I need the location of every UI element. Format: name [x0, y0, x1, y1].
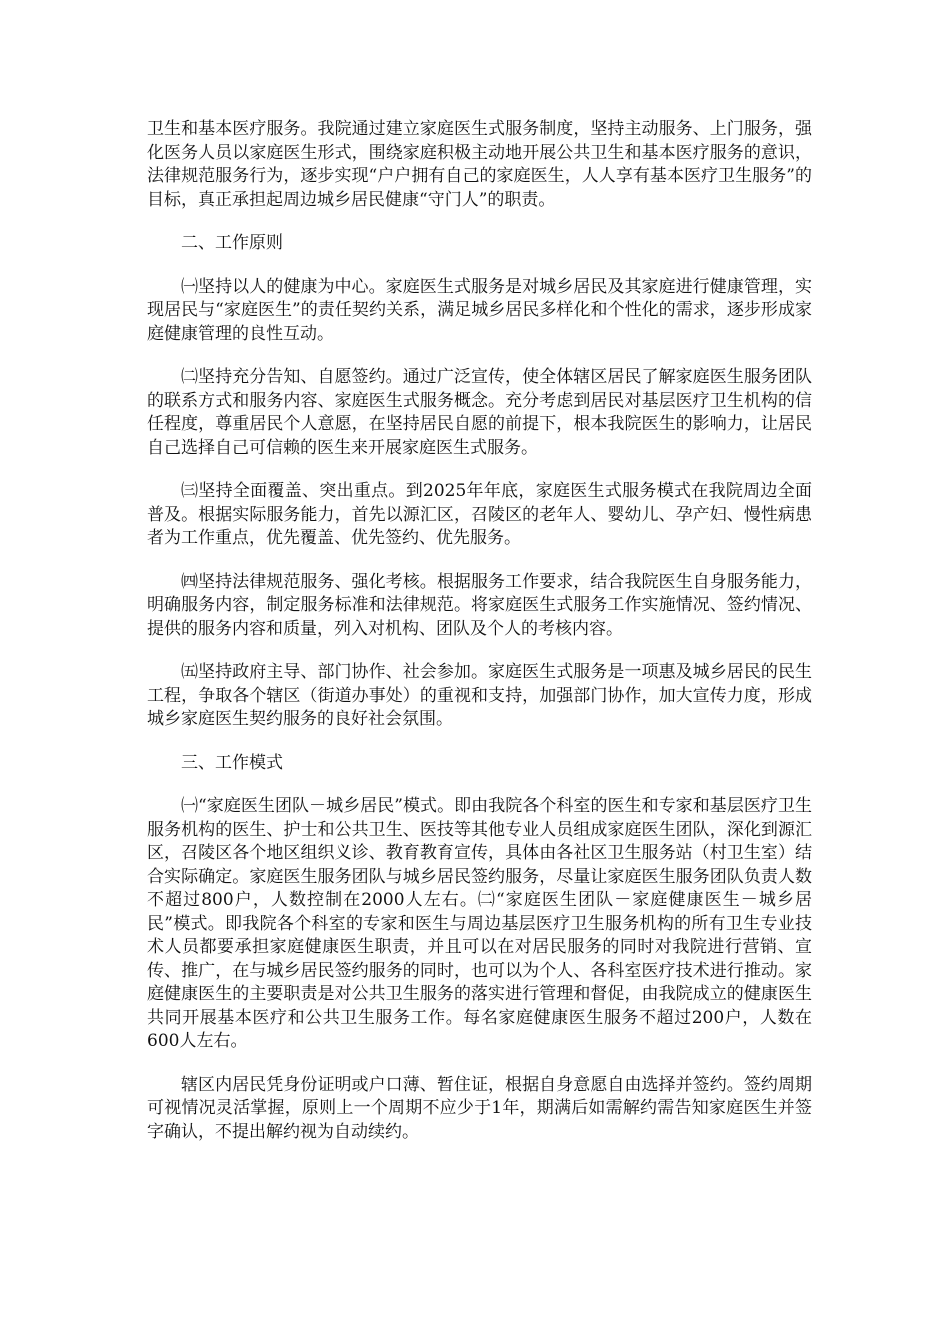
section-heading-work-mode: 三、工作模式 — [181, 752, 283, 773]
paragraph-principle-2: ㈡坚持充分告知、自愿签约。通过广泛宣传，使全体辖区居民了解家庭医生服务团队的联系方式和服务内容、家庭医生式服务概念。充分考虑到居民对基层医疗卫生机构的信任程度，尊重居民个人意愿，在坚持居民自愿的前提下，根本我院医生的影响力，让居民自己选择自己可信赖的医生来开展家庭医生式服务。 — [147, 367, 812, 458]
paragraph-work-mode: ㈠“家庭医生团队－城乡居民”模式。即由我院各个科室的医生和专家和基层医疗卫生服务机构的医生、护士和公共卫生、医技等其他专业人员组成家庭医生团队，深化到源汇区，召陵区各个地区组织义诊、教育教育宣传，具体由各社区卫生服务站（村卫生室）结合实际确定。家庭医生服务团队与城乡居民签约服务，尽量让家庭医生服务团队负责人数不超过800户，人数控制在2000人左右。㈡“家庭医生团队－家庭健康医生－城乡居民”模式。即我院各个科室的专家和医生与周边基层医疗卫生服务机构的所有卫生专业技术人员都要承担家庭健康医生职责，并且可以在对居民服务的同时对我院进行营销、宣传、推广，在与城乡居民签约服务的同时，也可以为个人、各科室医疗技术进行推动。家庭健康医生的主要职责是对公共卫生服务的落实进行管理和督促，由我院成立的健康医生共同开展基本医疗和公共卫生服务工作。每名家庭健康医生服务不超过200户，人数在600人左右。 — [147, 796, 812, 1051]
section-heading-work-principles: 二、工作原则 — [181, 233, 283, 253]
paragraph-principle-1: ㈠坚持以人的健康为中心。家庭医生式服务是对城乡居民及其家庭进行健康管理，实现居民与“家庭医生”的责任契约关系，满足城乡居民多样化和个性化的需求，逐步形成家庭健康管理的良性互动。 — [147, 276, 812, 344]
paragraph-principle-4: ㈣坚持法律规范服务、强化考核。根据服务工作要求，结合我院医生自身服务能力，明确服务内容，制定服务标准和法律规范。将家庭医生式服务工作实施情况、签约情况、提供的服务内容和质量，列入对机构、团队及个人的考核内容。 — [147, 571, 812, 639]
paragraph-principle-5: ㈤坚持政府主导、部门协作、社会参加。家庭医生式服务是一项惠及城乡居民的民生工程，争取各个辖区（街道办事处）的重视和支持，加强部门协作，加大宣传力度，形成城乡家庭医生契约服务的良好社会氛围。 — [147, 662, 812, 729]
paragraph-principle-3: ㈢坚持全面覆盖、突出重点。到2025年年底，家庭医生式服务模式在我院周边全面普及。根据实际服务能力，首先以源汇区，召陵区的老年人、婴幼儿、孕产妇、慢性病患者为工作重点，优先覆盖、优先签约、优先服务。 — [147, 481, 812, 548]
paragraph-signing-rules: 辖区内居民凭身份证明或户口薄、暂住证，根据自身意愿自由选择并签约。签约周期可视情况灵活掌握，原则上一个周期不应少于1年，期满后如需解约需告知家庭医生并签字确认，不提出解约视为自动续约。 — [147, 1074, 812, 1142]
document-body — [147, 118, 812, 1164]
paragraph-intro-continuation: 卫生和基本医疗服务。我院通过建立家庭医生式服务制度，坚持主动服务、上门服务，强化医务人员以家庭医生形式，围绕家庭积极主动地开展公共卫生和基本医疗服务的意识，法律规范服务行为，逐步实现“户户拥有自己的家庭医生，人人享有基本医疗卫生服务”的目标，真正承担起周边城乡居民健康“守门人”的职责。 — [147, 119, 812, 210]
